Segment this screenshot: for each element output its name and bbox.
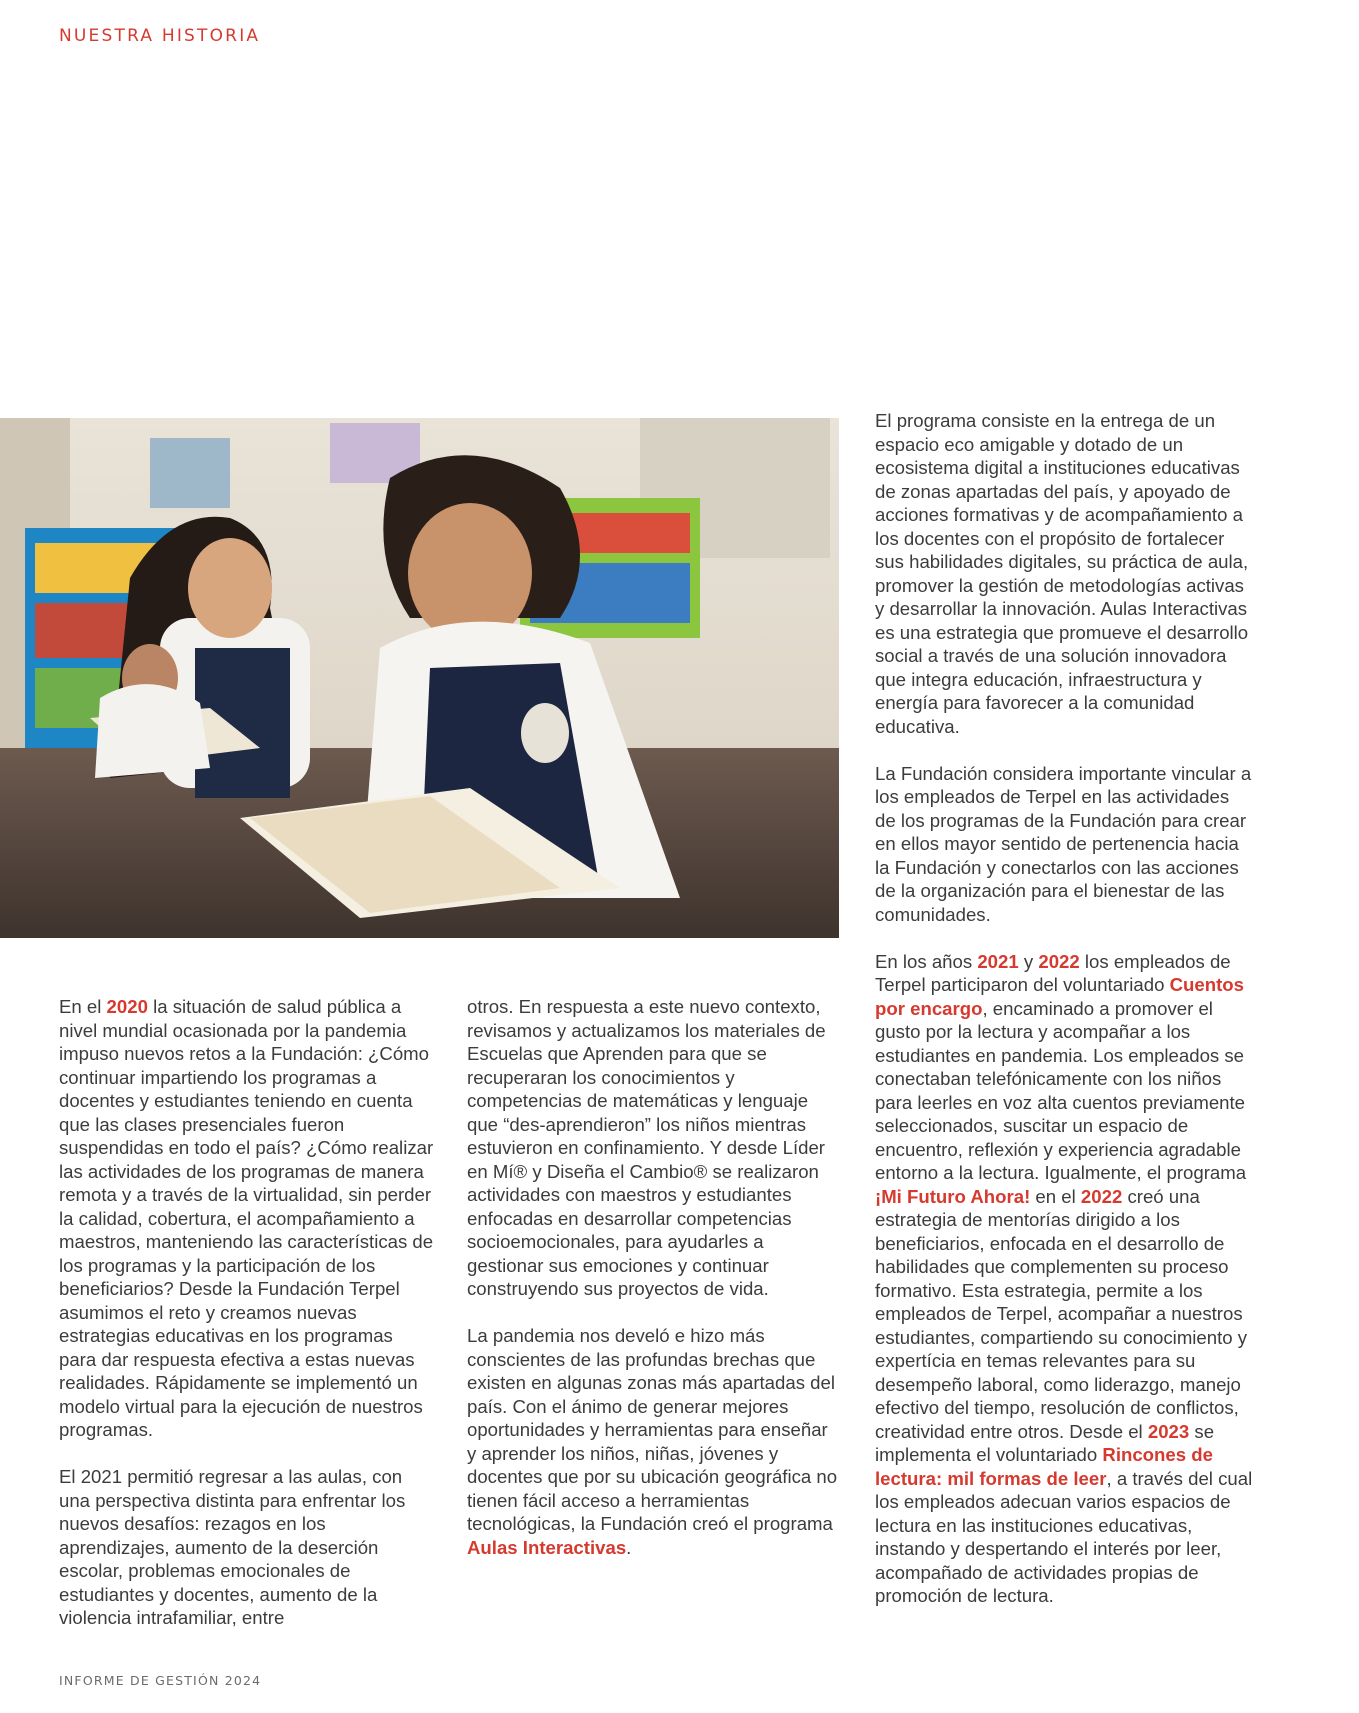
footer-report-title: INFORME DE GESTIÓN 2024 xyxy=(59,1673,262,1688)
body-text: El 2021 permitió regresar a las aulas, con una perspectiva distinta para enfrentar los nuevos desafíos: rezagos en los aprendizajes, aumento de la deserción escolar, problemas emocionales de estudiantes y docentes, aumento de la violencia intrafamiliar, entre xyxy=(59,1466,406,1628)
body-text: creó una estrategia de mentorías dirigido a los beneficiarios, enfocada en el desarrollo de habilidades que complementen su proceso formativo. Esta estrategia, permite a los empleados de Terpel, acompañar a nuestros estudiantes, compartiendo su conocimiento y expertícia en temas relevantes para su desempeño laboral, como liderazgo, manejo efectivo del tiempo, resolución de conflictos, creatividad entre otros. Desde el xyxy=(875,1185,1248,1442)
body-text: La Fundación considera importante vincular a los empleados de Terpel en las actividades de los programas de la Fundación para crear en ellos mayor sentido de pertenencia hacia la Fundación y conectarlos con las acciones de la organización para el bienestar de las comunidades. xyxy=(875,762,1252,925)
highlight-text: Rincones de lectura: mil formas de leer xyxy=(875,1444,1213,1489)
body-text: La pandemia nos develó e hizo más conscientes de las profundas brechas que existen en algunas zonas más apartadas del país. Con el ánimo de generar mejores oportunidades y herramientas para enseñar y aprender los niños, niñas, jóvenes y docentes que por su ubicación geográfica no tienen fácil acceso a herramientas tecnológicas, la Fundación creó el programa xyxy=(467,1325,838,1534)
body-text: . xyxy=(626,1536,632,1558)
photo-children-reading xyxy=(0,418,839,938)
body-text: se implementa el voluntariado xyxy=(875,1420,1215,1465)
body-text: los empleados de Terpel participaron del voluntariado xyxy=(875,950,1231,995)
highlight-text: Cuentos por encargo xyxy=(875,974,1244,1019)
paragraph xyxy=(875,409,1255,738)
body-text: otros. En respuesta a este nuevo contexto, revisamos y actualizamos los materiales de Escuelas que Aprenden para que se recuperaran los conocimientos y competencias de matemáticas y lenguaje que “des-aprendieron” los niños mientras estuvieron en confinamiento. Y desde Líder en Mí® y Diseña el Cambio® se realizaron actividades con maestros y estudiantes enfocadas en desarrollar competencias socioemocionales, para ayudarles a gestionar sus emociones y continuar construyendo sus proyectos de vida. xyxy=(467,996,826,1299)
paragraph xyxy=(59,1465,434,1630)
paragraph xyxy=(467,995,842,1301)
photo-illustration xyxy=(0,418,839,938)
paragraph xyxy=(875,762,1255,927)
body-text: en el xyxy=(1030,1185,1081,1207)
section-label: NUESTRA HISTORIA xyxy=(59,26,261,46)
paragraph xyxy=(59,995,434,1442)
body-text: la situación de salud pública a nivel mundial ocasionada por la pandemia impuso nuevos retos a la Fundación: ¿Cómo continuar impartiendo los programas a docentes y estudiantes teniendo en cuenta que las clases presenciales fueron suspendidas en todo el país? ¿Cómo realizar las actividades de los programas de manera remota y a través de la virtualidad, sin perder la calidad, cobertura, el acompañamiento a maestros, manteniendo las características de los programas y la participación de los beneficiarios? Desde la Fundación Terpel asumimos el reto y creamos nuevas estrategias educativas en los programas para dar respuesta efectiva a estas nuevas realidades. Rápidamente se implementó un modelo virtual para la ejecución de nuestros programas. xyxy=(59,996,434,1440)
column-middle xyxy=(467,995,842,1559)
column-right xyxy=(875,409,1255,1608)
body-text: En los años xyxy=(875,950,978,972)
highlight-text: Aulas Interactivas xyxy=(467,1536,627,1558)
body-text: y xyxy=(1018,950,1039,972)
paragraph xyxy=(875,950,1255,1608)
highlight-text: 2021 xyxy=(977,950,1019,972)
body-text: , a través del cual los empleados adecuan varios espacios de lectura en las instituciones educativas, instando y despertando el interés por leer, acompañado de actividades propias de promoción de lectura. xyxy=(875,1467,1253,1606)
body-text: El programa consiste en la entrega de un espacio eco amigable y dotado de un ecosistema digital a instituciones educativas de zonas apartadas del país, y apoyado de acciones formativas y de acompañamiento a los docentes con el propósito de fortalecer sus habilidades digitales, su práctica de aula, promover la gestión de metodologías activas y desarrollar la innovación. Aulas Interactivas es una estrategia que promueve el desarrollo social a través de una solución innovadora que integra educación, infraestructura y energía para favorecer a la comunidad educativa. xyxy=(875,410,1249,737)
highlight-text: ¡Mi Futuro Ahora! xyxy=(875,1185,1031,1207)
highlight-text: 2022 xyxy=(1038,950,1080,972)
highlight-text: 2023 xyxy=(1147,1420,1190,1442)
body-text: En el xyxy=(59,996,107,1017)
body-text: , encaminado a promover el gusto por la lectura y acompañar a los estudiantes en pandemia. Los empleados se conectaban telefónicamente con los niños para leerles en voz alta cuentos previamente seleccionados, suscitar un espacio de encuentro, reflexión y experiencia agradable entorno a la lectura. Igualmente, el programa xyxy=(875,997,1247,1183)
highlight-text: 2020 xyxy=(106,996,148,1017)
column-left xyxy=(59,995,434,1630)
paragraph xyxy=(467,1324,842,1559)
highlight-text: 2022 xyxy=(1080,1185,1123,1207)
